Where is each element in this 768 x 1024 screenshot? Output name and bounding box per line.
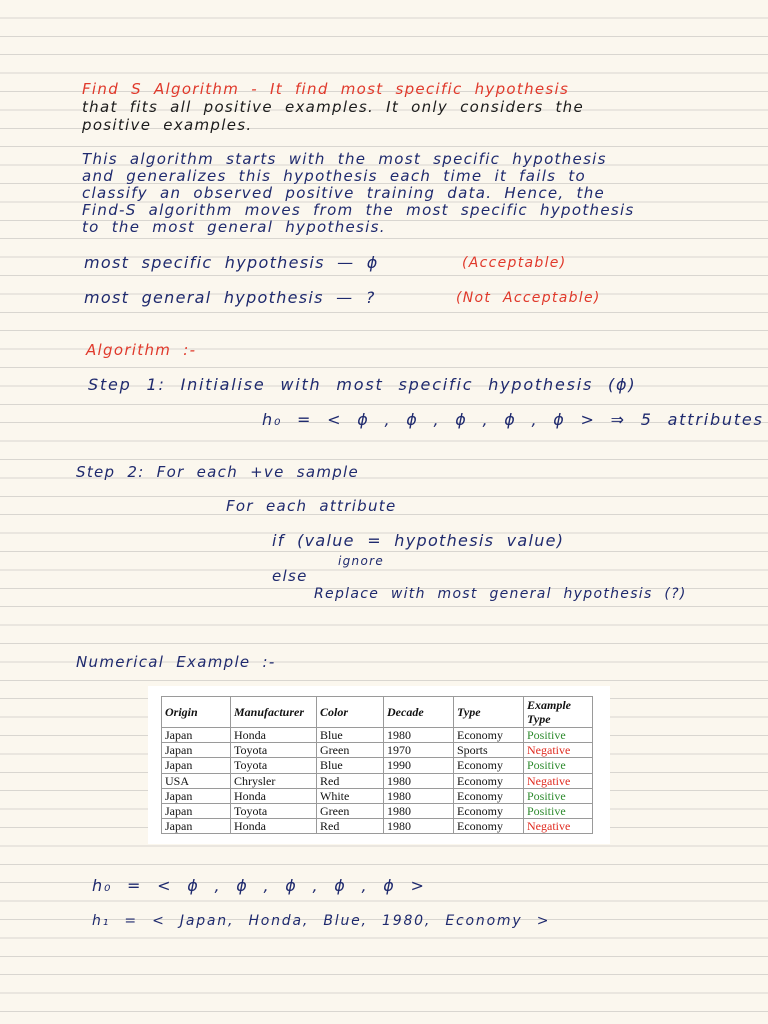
table-row: [162, 819, 593, 834]
label-cell: Negative: [524, 819, 593, 834]
cell: Japan: [162, 788, 231, 803]
label-cell: Negative: [524, 773, 593, 788]
cell: 1970: [384, 743, 454, 758]
numerical-h0: h₀ = < ϕ , ϕ , ϕ , ϕ , ϕ >: [92, 876, 426, 895]
cell: Honda: [231, 819, 317, 834]
cell: Green: [317, 743, 384, 758]
not-acceptable-note: (Not Acceptable): [456, 290, 601, 306]
header-manufacturer: Manufacturer: [231, 697, 317, 728]
cell: 1980: [384, 803, 454, 818]
label-cell: Positive: [524, 728, 593, 743]
cell: Red: [317, 819, 384, 834]
cell: Honda: [231, 728, 317, 743]
header-decade: Decade: [384, 697, 454, 728]
numerical-example-heading: Numerical Example :-: [76, 653, 276, 671]
ignore-action: ignore: [338, 554, 385, 568]
header-type: Type: [454, 697, 524, 728]
replace-action: Replace with most general hypothesis (?): [314, 586, 687, 602]
table-row: [162, 773, 593, 788]
cell: Toyota: [231, 758, 317, 773]
header-example-type: Example Type: [524, 697, 593, 728]
cell: 1980: [384, 773, 454, 788]
description-line-2: and generalizes this hypothesis each time it fails to: [82, 167, 587, 185]
cell: Red: [317, 773, 384, 788]
else-branch: else: [272, 567, 308, 585]
example-table-card: [148, 686, 610, 844]
description-line-5: to the most general hypothesis.: [82, 218, 386, 236]
description-line-3: classify an observed positive training data. Hence, the: [82, 184, 606, 202]
label-cell: Positive: [524, 803, 593, 818]
cell: White: [317, 788, 384, 803]
cell: Toyota: [231, 743, 317, 758]
cell: 1980: [384, 819, 454, 834]
cell: Economy: [454, 819, 524, 834]
header-color: Color: [317, 697, 384, 728]
intro-line-1: Find S Algorithm - It find most specific hypothesis: [82, 80, 570, 98]
cell: Economy: [454, 803, 524, 818]
cell: Economy: [454, 728, 524, 743]
intro-line-2: that fits all positive examples. It only considers the: [82, 98, 585, 116]
cell: USA: [162, 773, 231, 788]
cell: Japan: [162, 803, 231, 818]
algorithm-heading: Algorithm :-: [86, 341, 197, 359]
cell: Economy: [454, 788, 524, 803]
table-row: [162, 743, 593, 758]
description-line-4: Find-S algorithm moves from the most specific hypothesis: [82, 201, 635, 219]
table-row: [162, 728, 593, 743]
if-condition: if (value = hypothesis value): [272, 531, 565, 550]
cell: Japan: [162, 819, 231, 834]
label-cell: Positive: [524, 788, 593, 803]
most-specific-hypothesis: most specific hypothesis — ϕ: [84, 253, 379, 272]
step-2: Step 2: For each +ve sample: [76, 463, 360, 481]
table-row: [162, 758, 593, 773]
cell: Green: [317, 803, 384, 818]
cell: Japan: [162, 728, 231, 743]
cell: Blue: [317, 728, 384, 743]
cell: 1980: [384, 788, 454, 803]
label-cell: Negative: [524, 743, 593, 758]
for-each-attribute: For each attribute: [226, 497, 397, 515]
cell: Japan: [162, 758, 231, 773]
cell: Economy: [454, 773, 524, 788]
cell: 1980: [384, 728, 454, 743]
header-origin: Origin: [162, 697, 231, 728]
step-1: Step 1: Initialise with most specific hypothesis (ϕ): [88, 375, 637, 394]
cell: Economy: [454, 758, 524, 773]
table-header-row: [162, 697, 593, 728]
cell: Sports: [454, 743, 524, 758]
cell: Chrysler: [231, 773, 317, 788]
cell: Toyota: [231, 803, 317, 818]
cell: Blue: [317, 758, 384, 773]
numerical-h1: h₁ = < Japan, Honda, Blue, 1980, Economy >: [92, 913, 551, 929]
description-line-1: This algorithm starts with the most specific hypothesis: [82, 150, 607, 168]
table-row: [162, 788, 593, 803]
cell: 1990: [384, 758, 454, 773]
intro-line-3: positive examples.: [82, 116, 253, 134]
cell: Japan: [162, 743, 231, 758]
label-cell: Positive: [524, 758, 593, 773]
table-row: [162, 803, 593, 818]
step-1-h0: h₀ = < ϕ , ϕ , ϕ , ϕ , ϕ > ⇒ 5 attributes: [262, 410, 764, 429]
most-general-hypothesis: most general hypothesis — ?: [84, 288, 376, 307]
example-table: [161, 696, 593, 834]
acceptable-note: (Acceptable): [462, 255, 567, 271]
cell: Honda: [231, 788, 317, 803]
